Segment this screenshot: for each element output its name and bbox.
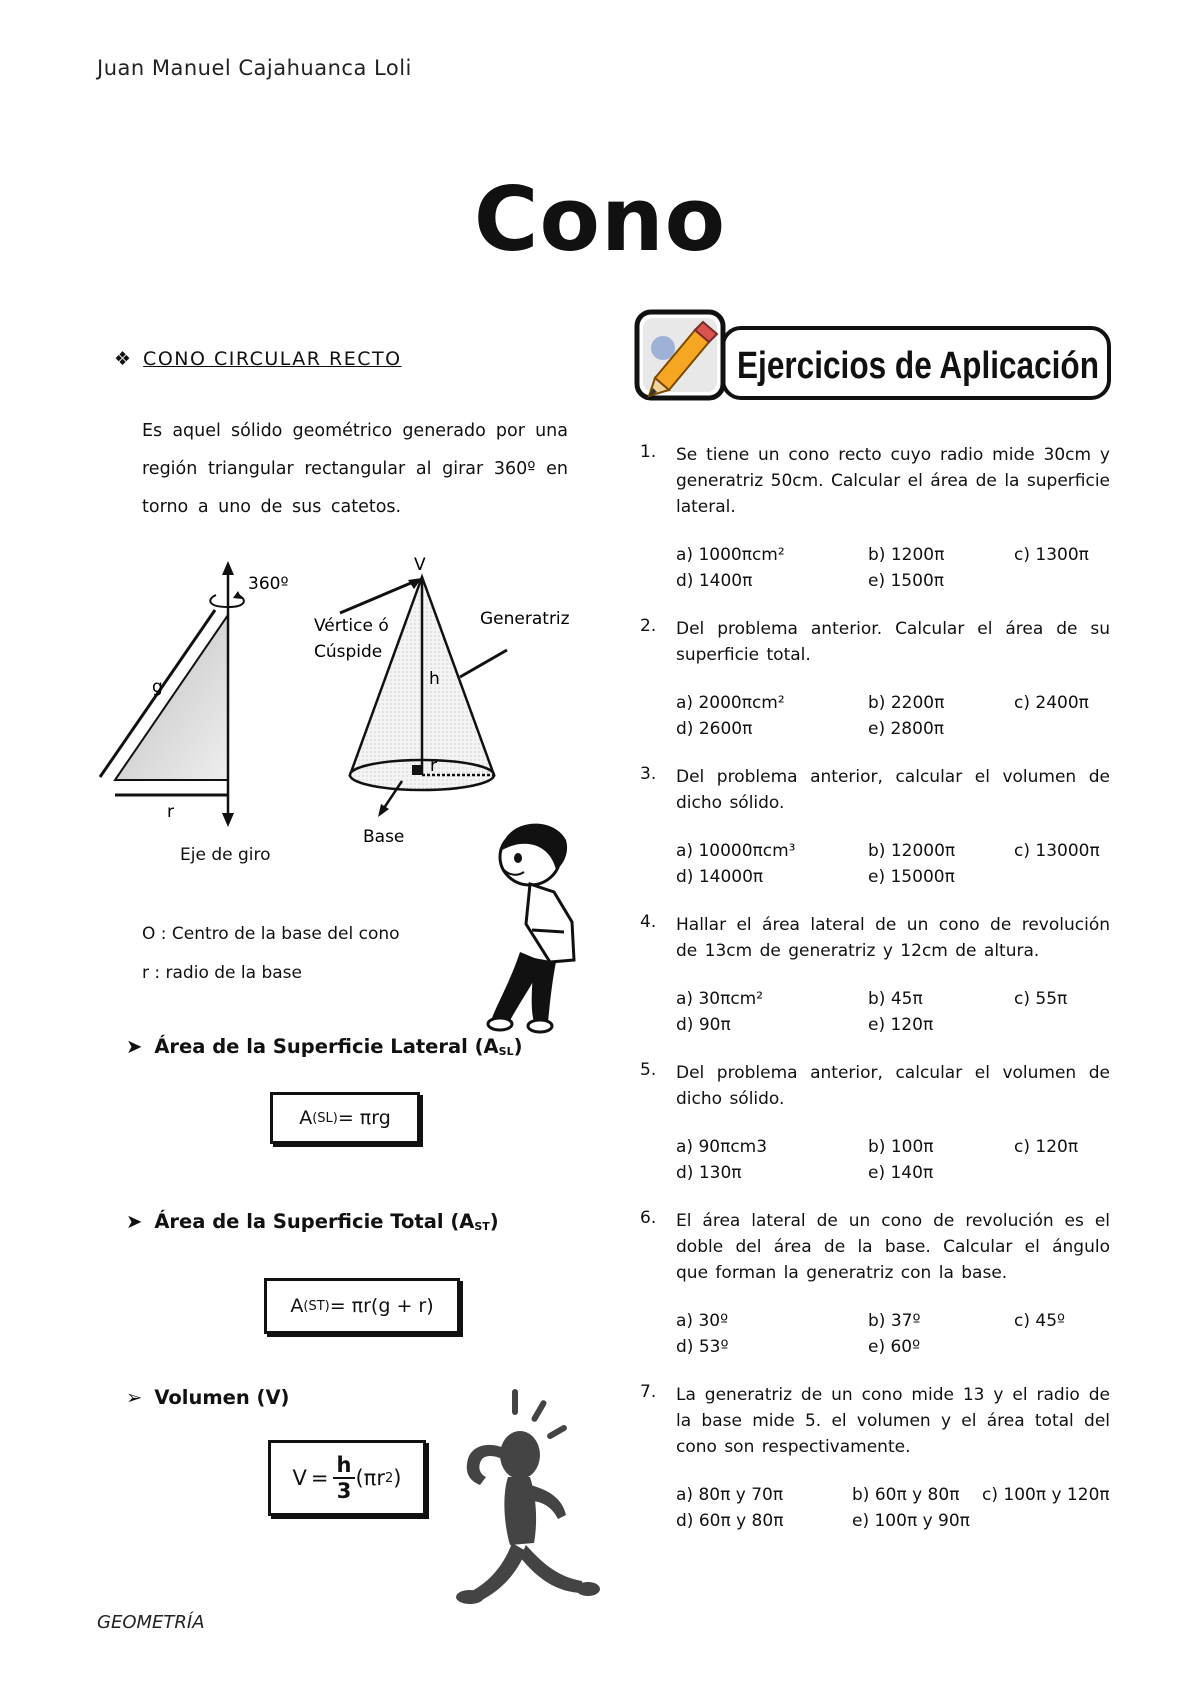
exercise-number: 4.	[640, 912, 657, 932]
banner-title: Ejercicios de Aplicación	[737, 345, 1099, 387]
exercise-item	[640, 442, 1110, 594]
exercise-list	[640, 442, 1110, 1534]
exercise-question: Del problema anterior, calcular el volumen de dicho sólido.	[676, 1063, 1110, 1109]
total-formula-a: A	[290, 1295, 304, 1317]
arrow-bullet-icon: ➤	[126, 1035, 143, 1058]
lateral-area-label: Área de la Superficie Lateral (A	[154, 1035, 499, 1058]
option: b) 1200π	[868, 545, 945, 565]
exercise-number: 1.	[640, 442, 657, 462]
option: c) 1300π	[1014, 545, 1089, 565]
option: d) 2600π	[676, 719, 753, 739]
total-area-label: Área de la Superficie Total (A	[154, 1210, 475, 1233]
exercise-question: Del problema anterior, calcular el volumen de dicho sólido.	[676, 767, 1110, 813]
lateral-formula-a: A	[299, 1107, 313, 1129]
note-radius: r : radio de la base	[142, 963, 302, 983]
total-formula-rest: = πr(g + r)	[329, 1295, 434, 1317]
option: a) 30º	[676, 1311, 729, 1331]
lateral-area-close: )	[513, 1035, 523, 1058]
option: e) 120π	[868, 1015, 934, 1035]
label-v: V	[414, 555, 426, 575]
total-area-close: )	[489, 1210, 499, 1233]
label-base: Base	[363, 827, 405, 847]
option: a) 10000πcm³	[676, 841, 796, 861]
exercise-question: Hallar el área lateral de un cono de revolución de 13cm de generatriz y 12cm de altura.	[676, 915, 1110, 961]
total-formula-sub: (ST)	[303, 1298, 330, 1314]
exercise-item	[640, 1208, 1110, 1360]
label-360: 360º	[248, 574, 289, 594]
exercise-options	[676, 1308, 1110, 1360]
triangle-rotation-figure	[95, 555, 295, 835]
option: c) 2400π	[1014, 693, 1089, 713]
option: a) 90πcm3	[676, 1137, 768, 1157]
label-r-triangle: r	[167, 802, 174, 822]
fraction-numerator: h	[333, 1453, 356, 1479]
footer-subject: GEOMETRÍA	[97, 1612, 205, 1633]
option: d) 90π	[676, 1015, 731, 1035]
exercise-item	[640, 1382, 1110, 1534]
volume-formula-eq: =	[310, 1466, 329, 1490]
section-heading-label: CONO CIRCULAR RECTO	[143, 348, 402, 370]
option: e) 100π y 90π	[852, 1511, 970, 1531]
option: e) 60º	[868, 1337, 921, 1357]
lateral-formula-sub: (SL)	[312, 1110, 338, 1126]
option: e) 15000π	[868, 867, 955, 887]
cone-figure	[310, 555, 590, 845]
volume-formula-close: )	[393, 1466, 402, 1490]
option: a) 1000πcm²	[676, 545, 785, 565]
option: b) 2200π	[868, 693, 945, 713]
option: d) 130π	[676, 1163, 742, 1183]
exercise-options	[676, 1482, 1110, 1534]
option: e) 140π	[868, 1163, 934, 1183]
option: b) 12000π	[868, 841, 956, 861]
option: d) 60π y 80π	[676, 1511, 784, 1531]
option: c) 100π y 120π	[982, 1485, 1110, 1505]
exercise-number: 3.	[640, 764, 657, 784]
exercise-options	[676, 986, 1110, 1038]
exercise-options	[676, 838, 1110, 890]
total-area-formula	[264, 1278, 460, 1334]
volume-formula	[268, 1440, 426, 1516]
exercise-number: 6.	[640, 1208, 657, 1228]
option: e) 1500π	[868, 571, 944, 591]
label-cuspide: Cúspide	[314, 642, 383, 662]
exercise-item	[640, 764, 1110, 890]
exercise-question: Del problema anterior. Calcular el área de su superficie total.	[676, 619, 1110, 665]
option: a) 30πcm²	[676, 989, 764, 1009]
exercises-banner	[633, 308, 1113, 404]
lateral-formula-rest: = πrg	[337, 1107, 391, 1129]
volume-heading	[126, 1386, 289, 1409]
option: d) 53º	[676, 1337, 729, 1357]
option: c) 55π	[1014, 989, 1068, 1009]
arrow-bullet-icon: ➢	[126, 1386, 143, 1409]
volume-fraction	[333, 1453, 356, 1503]
label-r-cone: r	[430, 756, 437, 776]
option: b) 60π y 80π	[852, 1485, 960, 1505]
intro-paragraph: Es aquel sólido geométrico generado por una región triangular rectangular al girar 360º en torno a uno de sus catetos.	[142, 421, 568, 517]
label-generatrix: Generatriz	[480, 609, 570, 629]
exercise-item	[640, 912, 1110, 1038]
total-area-sub: ST	[474, 1220, 490, 1233]
option: c) 13000π	[1014, 841, 1100, 861]
total-area-heading	[126, 1210, 499, 1233]
lateral-area-heading	[126, 1035, 523, 1058]
volume-formula-expr: (πr	[355, 1466, 385, 1490]
exercise-item	[640, 1060, 1110, 1186]
option: b) 45π	[868, 989, 923, 1009]
lateral-area-sub: SL	[498, 1045, 514, 1058]
option: a) 80π y 70π	[676, 1485, 784, 1505]
option: d) 1400π	[676, 571, 753, 591]
exercise-question: El área lateral de un cono de revolución es el doble del área de la base. Calcular el ángulo que forman la generatriz con la base.	[676, 1211, 1110, 1283]
exercise-options	[676, 542, 1110, 594]
exercise-number: 7.	[640, 1382, 657, 1402]
exercise-item	[640, 616, 1110, 742]
volume-formula-v: V	[292, 1466, 307, 1490]
confused-figure-illustration	[450, 1385, 600, 1610]
label-h: h	[429, 669, 440, 689]
exercise-number: 5.	[640, 1060, 657, 1080]
note-center: O : Centro de la base del cono	[142, 924, 400, 944]
exercise-question: Se tiene un cono recto cuyo radio mide 30cm y generatriz 50cm. Calcular el área de la superficie lateral.	[676, 445, 1110, 517]
label-g: g	[152, 677, 163, 697]
option: c) 45º	[1014, 1311, 1066, 1331]
option: b) 37º	[868, 1311, 921, 1331]
volume-formula-exp: 2	[384, 1470, 394, 1486]
diamond-bullet-icon: ❖	[114, 348, 132, 370]
option: e) 2800π	[868, 719, 944, 739]
exercise-question: La generatriz de un cono mide 13 y el radio de la base mide 5. el volumen y el área total del cono son respectivamente.	[676, 1385, 1110, 1457]
option: b) 100π	[868, 1137, 934, 1157]
option: c) 120π	[1014, 1137, 1079, 1157]
arrow-bullet-icon: ➤	[126, 1210, 143, 1233]
exercise-options	[676, 690, 1110, 742]
label-axis: Eje de giro	[180, 845, 271, 865]
option: d) 14000π	[676, 867, 764, 887]
exercise-options	[676, 1134, 1110, 1186]
thinking-boy-illustration	[490, 812, 600, 1034]
exercise-number: 2.	[640, 616, 657, 636]
author-name: Juan Manuel Cajahuanca Loli	[97, 56, 412, 80]
page-title: Cono	[473, 168, 727, 271]
volume-label: Volumen (V)	[154, 1386, 290, 1409]
option: a) 2000πcm²	[676, 693, 785, 713]
section-heading	[114, 348, 402, 370]
label-vertex: Vértice ó	[314, 616, 389, 636]
fraction-denominator: 3	[336, 1479, 352, 1503]
lateral-area-formula	[270, 1092, 420, 1144]
